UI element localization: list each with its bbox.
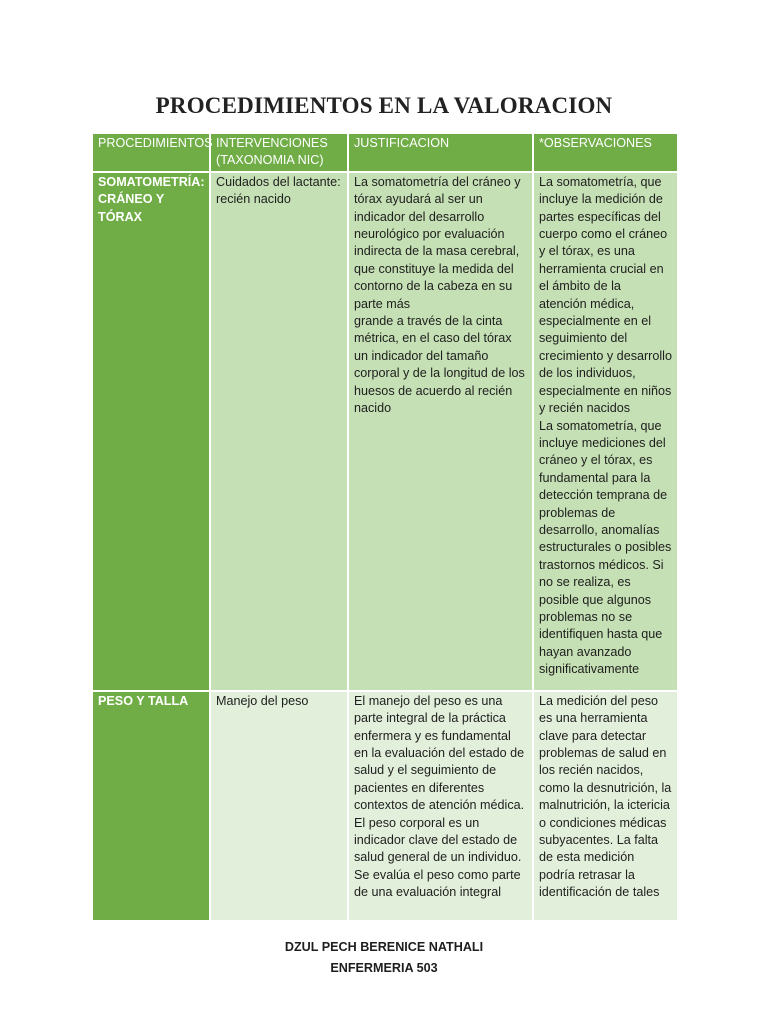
row-intervention bbox=[210, 691, 348, 921]
row-observations bbox=[533, 691, 678, 921]
header-observaciones: *OBSERVACIONES bbox=[533, 133, 678, 172]
row-observations bbox=[533, 172, 678, 691]
observations-text: La medición del peso es una herramienta clave para detectar problemas de salud en los recién nacidos, como la desnutrición, la malnutrición, la ictericia o condiciones médicas subyacentes. La falta de esta medición podría retrasar la identificación de tales bbox=[539, 693, 672, 900]
table-header-row bbox=[92, 133, 678, 172]
row-justification bbox=[348, 172, 533, 691]
author-name: DZUL PECH BERENICE NATHALI bbox=[284, 940, 484, 954]
author-group: ENFERMERIA 503 bbox=[330, 961, 438, 975]
page-title: PROCEDIMIENTOS EN LA VALORACION bbox=[155, 93, 613, 118]
justification-text: El manejo del peso es una parte integral de la práctica enfermera y es fundamental en la evaluación del estado de salud y el seguimiento de pacientes en diferentes contextos de atención médica. El peso corporal es un indicador clave del estado de salud general de un individuo. Se evalúa el peso como parte de una evaluación integral bbox=[354, 693, 525, 900]
table-row bbox=[92, 172, 678, 691]
header-intervenciones: INTERVENCIONES (TAXONOMIA NIC) bbox=[210, 133, 348, 172]
header-procedimientos: PROCEDIMIENTOS bbox=[92, 133, 210, 172]
row-procedure-name: SOMATOMETRÍA: CRÁNEO Y TÓRAX bbox=[92, 172, 210, 691]
row-justification bbox=[348, 691, 533, 921]
intervention-text: Cuidados del lactante: recién nacido bbox=[216, 174, 341, 207]
justification-text: La somatometría del cráneo y tórax ayudará al ser un indicador del desarrollo neurológico por evaluación indirecta de la masa cerebral, que constituye la medida del contorno de la cabeza en su parte más grande a través de la cinta métrica, en el caso del tórax un indicador del tamaño corporal y de la longitud de los huesos de acuerdo al recién nacido bbox=[354, 174, 525, 416]
row-intervention bbox=[210, 172, 348, 691]
table-row bbox=[92, 691, 678, 921]
intervention-text: Manejo del peso bbox=[216, 693, 309, 708]
row-procedure-name: PESO Y TALLA bbox=[92, 691, 210, 921]
observations-text: La somatometría, que incluye la medición de partes específicas del cuerpo como el cráneo y el tórax, es una herramienta crucial en el ámbito de la atención médica, especialmente en el seguimiento del crecimiento y desarrollo de los individuos, especialmente en niños y recién nacidos La somatometría, que incluye mediciones del cráneo y el tórax, es fundamental para la detección temprana de problemas de desarrollo, anomalías estructurales o posibles trastornos médicos. Si no se realiza, es posible que algunos problemas no se identifiquen hasta que hayan avanzado significativamente bbox=[539, 174, 672, 677]
procedures-table bbox=[91, 132, 679, 922]
header-justificacion: JUSTIFICACION bbox=[348, 133, 533, 172]
